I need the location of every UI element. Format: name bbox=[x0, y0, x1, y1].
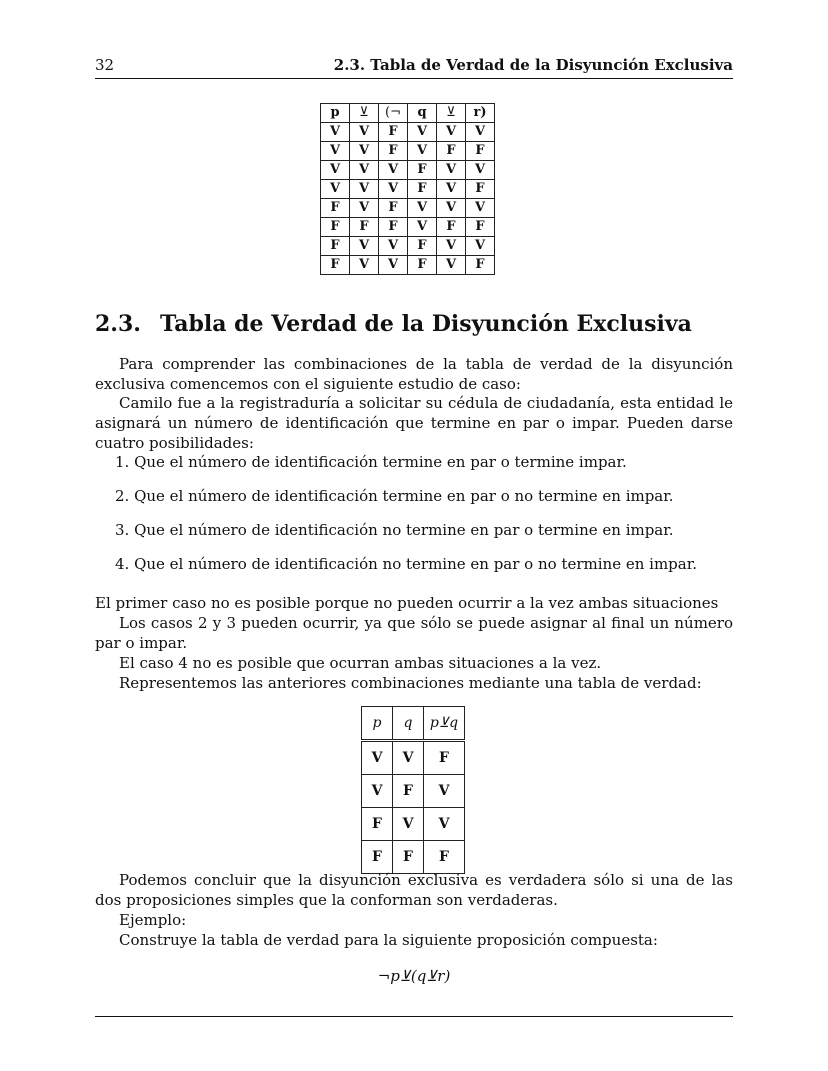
table-header-cell: p⊻q bbox=[424, 707, 465, 741]
table-cell: F bbox=[379, 123, 408, 142]
table-row bbox=[362, 808, 465, 841]
table-cell: F bbox=[379, 218, 408, 237]
table-cell: F bbox=[408, 256, 437, 275]
table-cell: V bbox=[350, 161, 379, 180]
table-row bbox=[362, 741, 465, 775]
list-item: 3. Que el número de identificación no termine en par o termine en impar. bbox=[115, 521, 674, 539]
table-cell: F bbox=[466, 218, 495, 237]
table-header-cell: (¬ bbox=[379, 104, 408, 123]
table-cell: F bbox=[437, 142, 466, 161]
table-cell: F bbox=[408, 161, 437, 180]
table-row bbox=[362, 775, 465, 808]
table-row bbox=[321, 256, 495, 275]
table-row bbox=[321, 123, 495, 142]
table-header-row bbox=[362, 707, 465, 741]
table-cell: V bbox=[321, 142, 350, 161]
table-cell: V bbox=[437, 237, 466, 256]
conclusion-paragraph-3: Construye la tabla de verdad para la siguiente proposición compuesta: bbox=[119, 931, 658, 949]
table-cell: F bbox=[393, 775, 424, 808]
table-cell: V bbox=[393, 808, 424, 841]
table-header-cell: ⊻ bbox=[437, 104, 466, 123]
table-cell: V bbox=[408, 218, 437, 237]
table-cell: V bbox=[321, 123, 350, 142]
table-cell: F bbox=[362, 808, 393, 841]
analysis-paragraph-4: Representemos las anteriores combinaciones mediante una tabla de verdad: bbox=[119, 674, 702, 692]
table-cell: V bbox=[362, 741, 393, 775]
table-cell: V bbox=[408, 199, 437, 218]
table-row bbox=[321, 180, 495, 199]
table-cell: V bbox=[379, 256, 408, 275]
page-header bbox=[95, 56, 733, 79]
table-cell: V bbox=[466, 237, 495, 256]
table-header-cell: q bbox=[408, 104, 437, 123]
intro-paragraph-1: Para comprender las combinaciones de la tabla de verdad de la disyunción exclusiva comencemos con el siguiente estudio de caso: bbox=[95, 355, 733, 393]
table-cell: V bbox=[350, 256, 379, 275]
section-heading bbox=[95, 311, 692, 337]
table-cell: V bbox=[393, 741, 424, 775]
table-cell: V bbox=[350, 123, 379, 142]
running-title: 2.3. Tabla de Verdad de la Disyunción Exclusiva bbox=[333, 56, 733, 74]
table-cell: F bbox=[466, 142, 495, 161]
table-cell: V bbox=[466, 123, 495, 142]
conclusion-paragraph-1: Podemos concluir que la disyunción exclusiva es verdadera sólo si una de las dos proposiciones simples que la conforman son verdaderas. bbox=[95, 871, 733, 909]
truth-table-xor bbox=[361, 706, 465, 874]
analysis-paragraph-1: El primer caso no es posible porque no pueden ocurrir a la vez ambas situaciones bbox=[95, 594, 719, 612]
table-cell: V bbox=[350, 237, 379, 256]
table-cell: V bbox=[379, 180, 408, 199]
conclusion-paragraph-2: Ejemplo: bbox=[119, 911, 187, 929]
table-cell: F bbox=[321, 256, 350, 275]
table-cell: V bbox=[466, 161, 495, 180]
table-cell: F bbox=[362, 841, 393, 874]
table-cell: V bbox=[362, 775, 393, 808]
table-cell: V bbox=[350, 180, 379, 199]
table-cell: V bbox=[466, 199, 495, 218]
analysis-paragraph-3: El caso 4 no es posible que ocurran ambas situaciones a la vez. bbox=[119, 654, 602, 672]
table-cell: F bbox=[321, 218, 350, 237]
table-cell: V bbox=[437, 123, 466, 142]
table-row bbox=[321, 218, 495, 237]
list-item: 2. Que el número de identificación termine en par o no termine en impar. bbox=[115, 487, 674, 505]
table-cell: F bbox=[466, 180, 495, 199]
table-cell: V bbox=[424, 775, 465, 808]
table-cell: F bbox=[437, 218, 466, 237]
table-header-cell: ⊻ bbox=[350, 104, 379, 123]
table-cell: V bbox=[408, 142, 437, 161]
table-row bbox=[321, 237, 495, 256]
table-cell: F bbox=[379, 199, 408, 218]
table-cell: F bbox=[379, 142, 408, 161]
table-cell: V bbox=[350, 199, 379, 218]
table-cell: F bbox=[321, 237, 350, 256]
table-cell: V bbox=[321, 161, 350, 180]
table-cell: F bbox=[321, 199, 350, 218]
truth-table-compound bbox=[320, 103, 495, 275]
table-cell: V bbox=[408, 123, 437, 142]
compound-proposition-formula: ¬p⊻(q⊻r) bbox=[377, 967, 451, 985]
table-header-row bbox=[321, 104, 495, 123]
table-header-cell: p bbox=[321, 104, 350, 123]
list-item: 1. Que el número de identificación termine en par o termine impar. bbox=[115, 453, 627, 471]
cases-list bbox=[95, 452, 733, 588]
table-cell: F bbox=[408, 237, 437, 256]
page-number: 32 bbox=[95, 56, 115, 74]
table-cell: F bbox=[424, 841, 465, 874]
table-cell: V bbox=[321, 180, 350, 199]
intro-paragraph-2: Camilo fue a la registraduría a solicitar su cédula de ciudadanía, esta entidad le asignará un número de identificación que termine en par o impar. Pueden darse cuatro posibilidades: bbox=[95, 394, 733, 452]
table-cell: V bbox=[437, 180, 466, 199]
table-cell: F bbox=[466, 256, 495, 275]
table-cell: F bbox=[408, 180, 437, 199]
table-row bbox=[362, 841, 465, 874]
table-cell: F bbox=[424, 741, 465, 775]
table-cell: V bbox=[379, 161, 408, 180]
table-header-cell: r) bbox=[466, 104, 495, 123]
table-row bbox=[321, 161, 495, 180]
footer-divider bbox=[95, 1016, 733, 1017]
table-header-cell: q bbox=[393, 707, 424, 741]
table-cell: V bbox=[424, 808, 465, 841]
table-cell: V bbox=[437, 161, 466, 180]
table-cell: F bbox=[393, 841, 424, 874]
table-cell: F bbox=[350, 218, 379, 237]
table-header-cell: p bbox=[362, 707, 393, 741]
list-item: 4. Que el número de identificación no termine en par o no termine en impar. bbox=[115, 555, 698, 573]
table-row bbox=[321, 142, 495, 161]
analysis-paragraph-2: Los casos 2 y 3 pueden ocurrir, ya que sólo se puede asignar al final un número par o impar. bbox=[95, 614, 733, 652]
table-cell: V bbox=[350, 142, 379, 161]
section-title: Tabla de Verdad de la Disyunción Exclusiva bbox=[160, 311, 692, 337]
table-cell: V bbox=[437, 199, 466, 218]
section-number: 2.3. bbox=[95, 311, 141, 337]
table-cell: V bbox=[437, 256, 466, 275]
table-row bbox=[321, 199, 495, 218]
table-cell: V bbox=[379, 237, 408, 256]
